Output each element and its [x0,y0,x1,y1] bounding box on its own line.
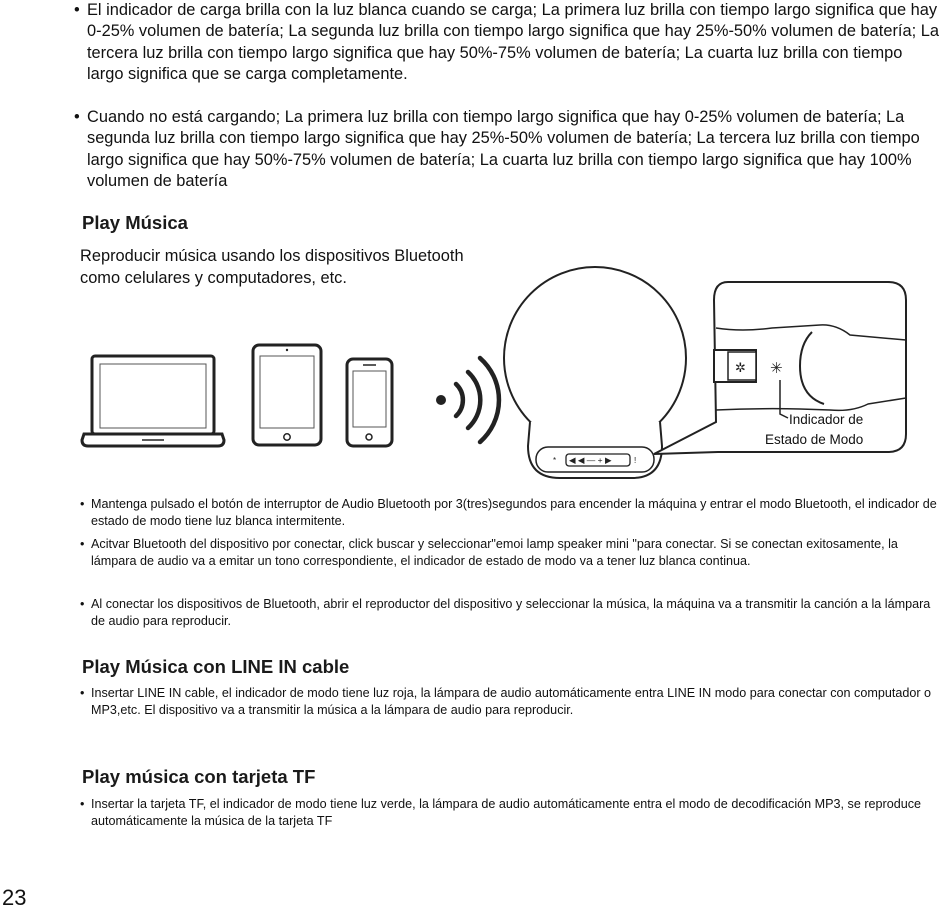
bluetooth-intro: Reproducir música usando los dispositivos Bluetooth como celulares y computadores, etc. [80,247,464,287]
bullet-text: El indicador de carga brilla con la luz blanca cuando se carga; La primera luz brilla con tiempo largo significa que hay 0-25% volumen de batería; La segunda luz brilla con tiempo largo significa que hay 25%-50% volumen de batería; La tercera luz brilla con tiempo largo significa que hay 50%-75% volumen de batería; La cuarta luz brilla con tiempo largo significa que se carga completamente. [87,1,939,84]
bluetooth-bullet-2 [80,536,937,571]
wireless-signal-icon [436,358,499,442]
bullet-dot: • [74,1,80,19]
tf-bullet [80,796,937,831]
section-title-bluetooth: Play Música [82,212,188,233]
svg-text:✳: ✳ [770,359,783,377]
line-in-bullet [80,685,937,720]
bullet-dot: • [74,108,80,126]
page-number: 23 [2,885,27,910]
svg-text:*: * [553,456,557,465]
bluetooth-bullet-3 [80,596,937,631]
svg-text:✲: ✲ [735,361,746,376]
laptop-icon [82,356,224,446]
callout-label-line2: Estado de Modo [765,432,864,447]
svg-text:◀ ◀ — + ▶: ◀ ◀ — + ▶ [569,455,612,465]
bullet-text: Insertar LINE IN cable, el indicador de modo tiene luz roja, la lámpara de audio automáticamente entra LINE IN modo para conectar con computador o MP3,etc. El dispositivo va a transmitir la música a la lámpara de audio para reproducir. [91,686,932,718]
bullet-text: Insertar la tarjeta TF, el indicador de modo tiene luz verde, la lámpara de audio automáticamente entra el modo de decodificación MP3, se reproduce automáticamente la música de la tarjeta TF [91,797,922,829]
lamp-speaker-icon [504,267,686,478]
bullet-text: Mantenga pulsado el botón de interruptor de Audio Bluetooth por 3(tres)segundos para encender la máquina y entrar el modo Bluetooth, el indicador de estado de modo tiene luz blanca intermitente. [91,497,937,529]
bluetooth-bullet-1 [80,496,937,531]
callout-label-line1: Indicador de [789,412,864,427]
section-title-line-in: Play Música con LINE IN cable [82,656,350,677]
phone-icon [347,359,392,446]
bullet-dot: • [80,497,85,511]
bullet-text: Al conectar los dispositivos de Bluetooth, abrir el reproductor del dispositivo y seleccionar la música, la máquina va a transmitir la canción a la lámpara de audio para reproducir. [91,597,931,629]
bullet-text: Cuando no está cargando; La primera luz brilla con tiempo largo significa que hay 0-25% volumen de batería; La segunda luz brilla con tiempo largo significa que hay 25%-50% volumen de batería; La tercera luz brilla con tiempo largo significa que hay 50%-75% volumen de batería; La cuarta luz brilla con tiempo largo significa que hay 100% volumen de batería [87,108,920,191]
tablet-icon [253,345,321,445]
bullet-dot: • [80,597,85,611]
svg-text:!: ! [634,456,637,465]
bullet-dot: • [80,537,85,551]
mode-indicator-callout [654,282,906,454]
section-title-tf: Play música con tarjeta TF [82,766,316,787]
bullet-dot: • [80,797,85,811]
bullet-text: Acitvar Bluetooth del dispositivo por conectar, click buscar y seleccionar"emoi lamp speaker mini "para conectar. Si se conectan exitosamente, la lámpara de audio va a emitar un tono correspondiente, el indicador de estado de modo va a tener luz blanca continua. [91,537,898,569]
bullet-dot: • [80,686,85,700]
